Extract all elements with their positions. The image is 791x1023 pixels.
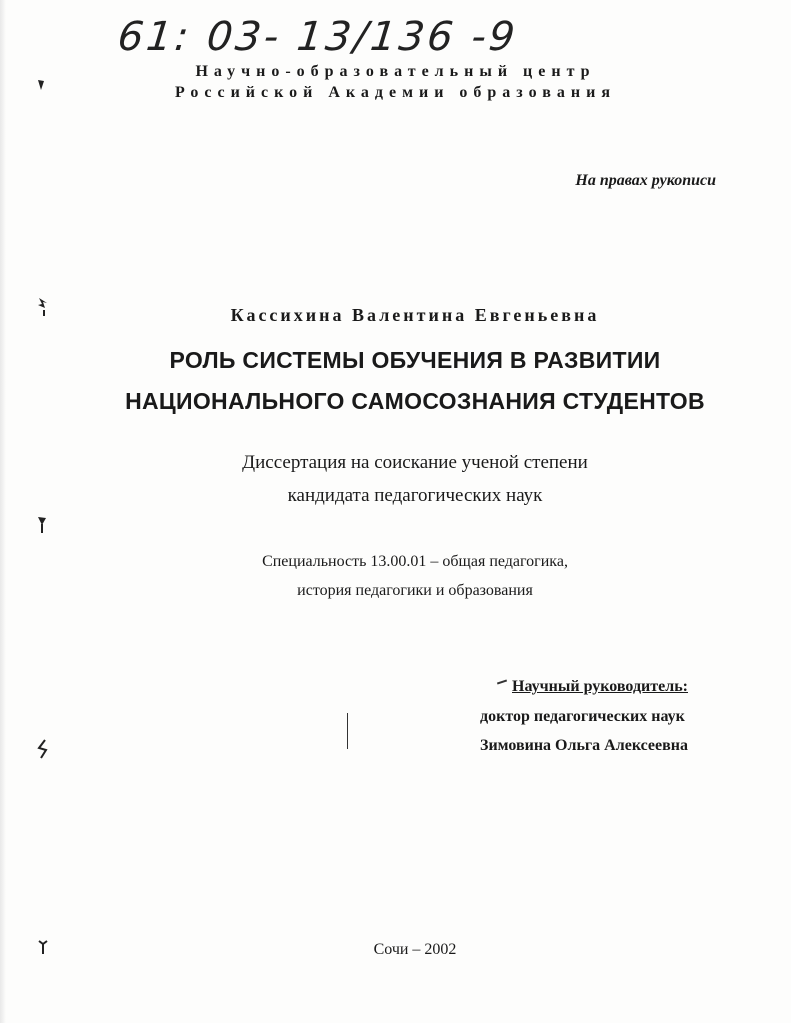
institution-line-1: Научно-образовательный центр xyxy=(195,63,596,80)
margin-mark-icon xyxy=(36,738,50,762)
margin-mark-icon xyxy=(36,515,48,535)
degree-statement-line-1: Диссертация на соискание ученой степени xyxy=(242,452,588,473)
degree-statement-line-2: кандидата педагогических наук xyxy=(287,485,543,506)
pen-mark xyxy=(497,680,507,685)
handwritten-archive-code: 61: 03- 13/136 -9 xyxy=(115,14,520,60)
dissertation-title-line-2: НАЦИОНАЛЬНОГО САМОСОЗНАНИЯ СТУДЕНТОВ xyxy=(125,388,705,414)
margin-mark-icon xyxy=(36,296,50,318)
supervisor-name: Зимовина Ольга Алексеевна xyxy=(480,737,688,754)
author-name: Кассихина Валентина Евгеньевна xyxy=(230,305,600,325)
specialty-line-2: история педагогики и образования xyxy=(297,582,533,599)
institution-line-2: Российской Академии образования xyxy=(175,84,616,101)
specialty-line-1: Специальность 13.00.01 – общая педагогика, xyxy=(262,553,568,570)
dissertation-title-line-1: РОЛЬ СИСТЕМЫ ОБУЧЕНИЯ В РАЗВИТИИ xyxy=(169,347,661,373)
manuscript-rights-note: На правах рукописи xyxy=(575,172,716,189)
city-and-year: Сочи – 2002 xyxy=(373,941,457,958)
scan-artifact-line xyxy=(347,713,348,749)
margin-mark-icon xyxy=(36,78,46,92)
margin-mark-icon xyxy=(36,938,50,958)
supervisor-heading: Научный руководитель: xyxy=(512,678,688,695)
supervisor-degree: доктор педагогических наук xyxy=(480,708,685,725)
scan-edge-shadow xyxy=(0,0,6,1023)
